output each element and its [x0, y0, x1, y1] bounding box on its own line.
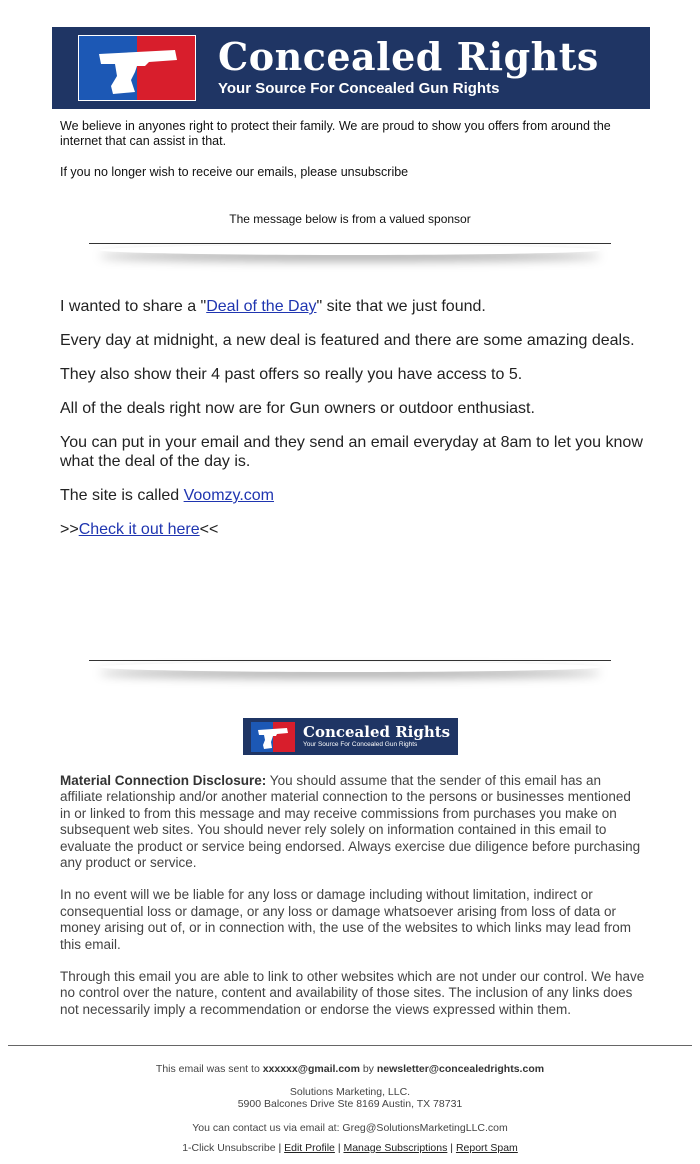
disclosure-paragraph: Material Connection Disclosure: You should assume that the sender of this email has an affiliate relationship and/or another material connection to the persons or businesses mentioned in or linked to from this message and may receive commissions from purchases you make on subsequent web sites. You should never rely solely on information contained in this email to evaluate the product or service being endorsed. Always exercise due diligence before purchasing any product or service. [60, 773, 641, 871]
report-spam-link[interactable]: Report Spam [455, 1142, 518, 1154]
voomzy-link[interactable]: Voomzy.com [183, 487, 275, 504]
footer-logo-title: Concealed Rights [303, 723, 451, 741]
recipient-email: xxxxxx@gmail.com [262, 1063, 360, 1075]
message-paragraph: The site is called Voomzy.com [60, 487, 275, 504]
check-it-out-link[interactable]: Check it out here [78, 521, 200, 538]
contact-line: You can contact us via email at: Greg@SolutionsMarketingLLC.com [192, 1122, 508, 1134]
sponsor-note: The message below is from a valued sponsor [229, 212, 471, 226]
message-paragraph: You can put in your email and they send an email everyday at 8am to let you know what the deal of the day is. [60, 434, 643, 470]
sponsor-message [60, 297, 650, 554]
bottom-divider [89, 660, 611, 661]
disclosure-paragraph: Through this email you are able to link to other websites which are not under our control. We have no control over the nature, content and availability of those sites. The inclusion of any links does not necessarily imply a recommendation or endorse the views expressed within them. [60, 969, 645, 1017]
brand-title: Concealed Rights [218, 34, 599, 79]
deal-of-the-day-link[interactable]: Deal of the Day [206, 298, 317, 315]
company-name: Solutions Marketing, LLC. [289, 1086, 411, 1098]
company-address: 5900 Balcones Drive Ste 8169 Austin, TX 78731 [237, 1098, 463, 1110]
one-click-unsubscribe[interactable]: 1-Click Unsubscribe [182, 1142, 276, 1154]
message-paragraph: All of the deals right now are for Gun owners or outdoor enthusiast. [60, 400, 535, 417]
handgun-logo-icon [251, 722, 295, 752]
footer-logo [243, 718, 458, 755]
message-paragraph: >>Check it out here<< [60, 521, 219, 538]
unsubscribe-link[interactable]: unsubscribe [340, 165, 409, 179]
footer-divider [8, 1045, 692, 1046]
brand-subtitle: Your Source For Concealed Gun Rights [218, 80, 500, 97]
header-banner [52, 27, 650, 109]
disclosure-heading: Material Connection Disclosure: [60, 773, 267, 788]
manage-subscriptions-link[interactable]: Manage Subscriptions [343, 1142, 448, 1154]
sender-email: newsletter@concealedrights.com [376, 1063, 545, 1075]
intro-text: We believe in anyones right to protect their family. We are proud to show you offers from around the internet that can assist in that. [60, 119, 611, 148]
email-footer [0, 1063, 700, 1154]
message-paragraph: Every day at midnight, a new deal is featured and there are some amazing deals. [60, 332, 635, 349]
footer-links: 1-Click Unsubscribe | Edit Profile | Manage Subscriptions | Report Spam [182, 1142, 518, 1154]
edit-profile-link[interactable]: Edit Profile [284, 1142, 335, 1154]
message-paragraph: They also show their 4 past offers so really you have access to 5. [60, 366, 523, 383]
top-divider [89, 243, 611, 244]
handgun-logo-icon [78, 35, 196, 101]
unsubscribe-line: If you no longer wish to receive our emails, please unsubscribe [60, 165, 409, 179]
disclosure [60, 773, 645, 1034]
footer-logo-subtitle: Your Source For Concealed Gun Rights [303, 741, 418, 748]
sent-to-line: This email was sent to xxxxxx@gmail.com by newsletter@concealedrights.com [155, 1063, 545, 1075]
message-paragraph: I wanted to share a "Deal of the Day" site that we just found. [60, 298, 486, 315]
disclosure-paragraph: In no event will we be liable for any loss or damage including without limitation, indirect or consequential loss or damage, or any loss or damage whatsoever arising from loss of data or money arising out of, or in connection with, the use of the websites to which links may lead from this email. [60, 887, 632, 952]
